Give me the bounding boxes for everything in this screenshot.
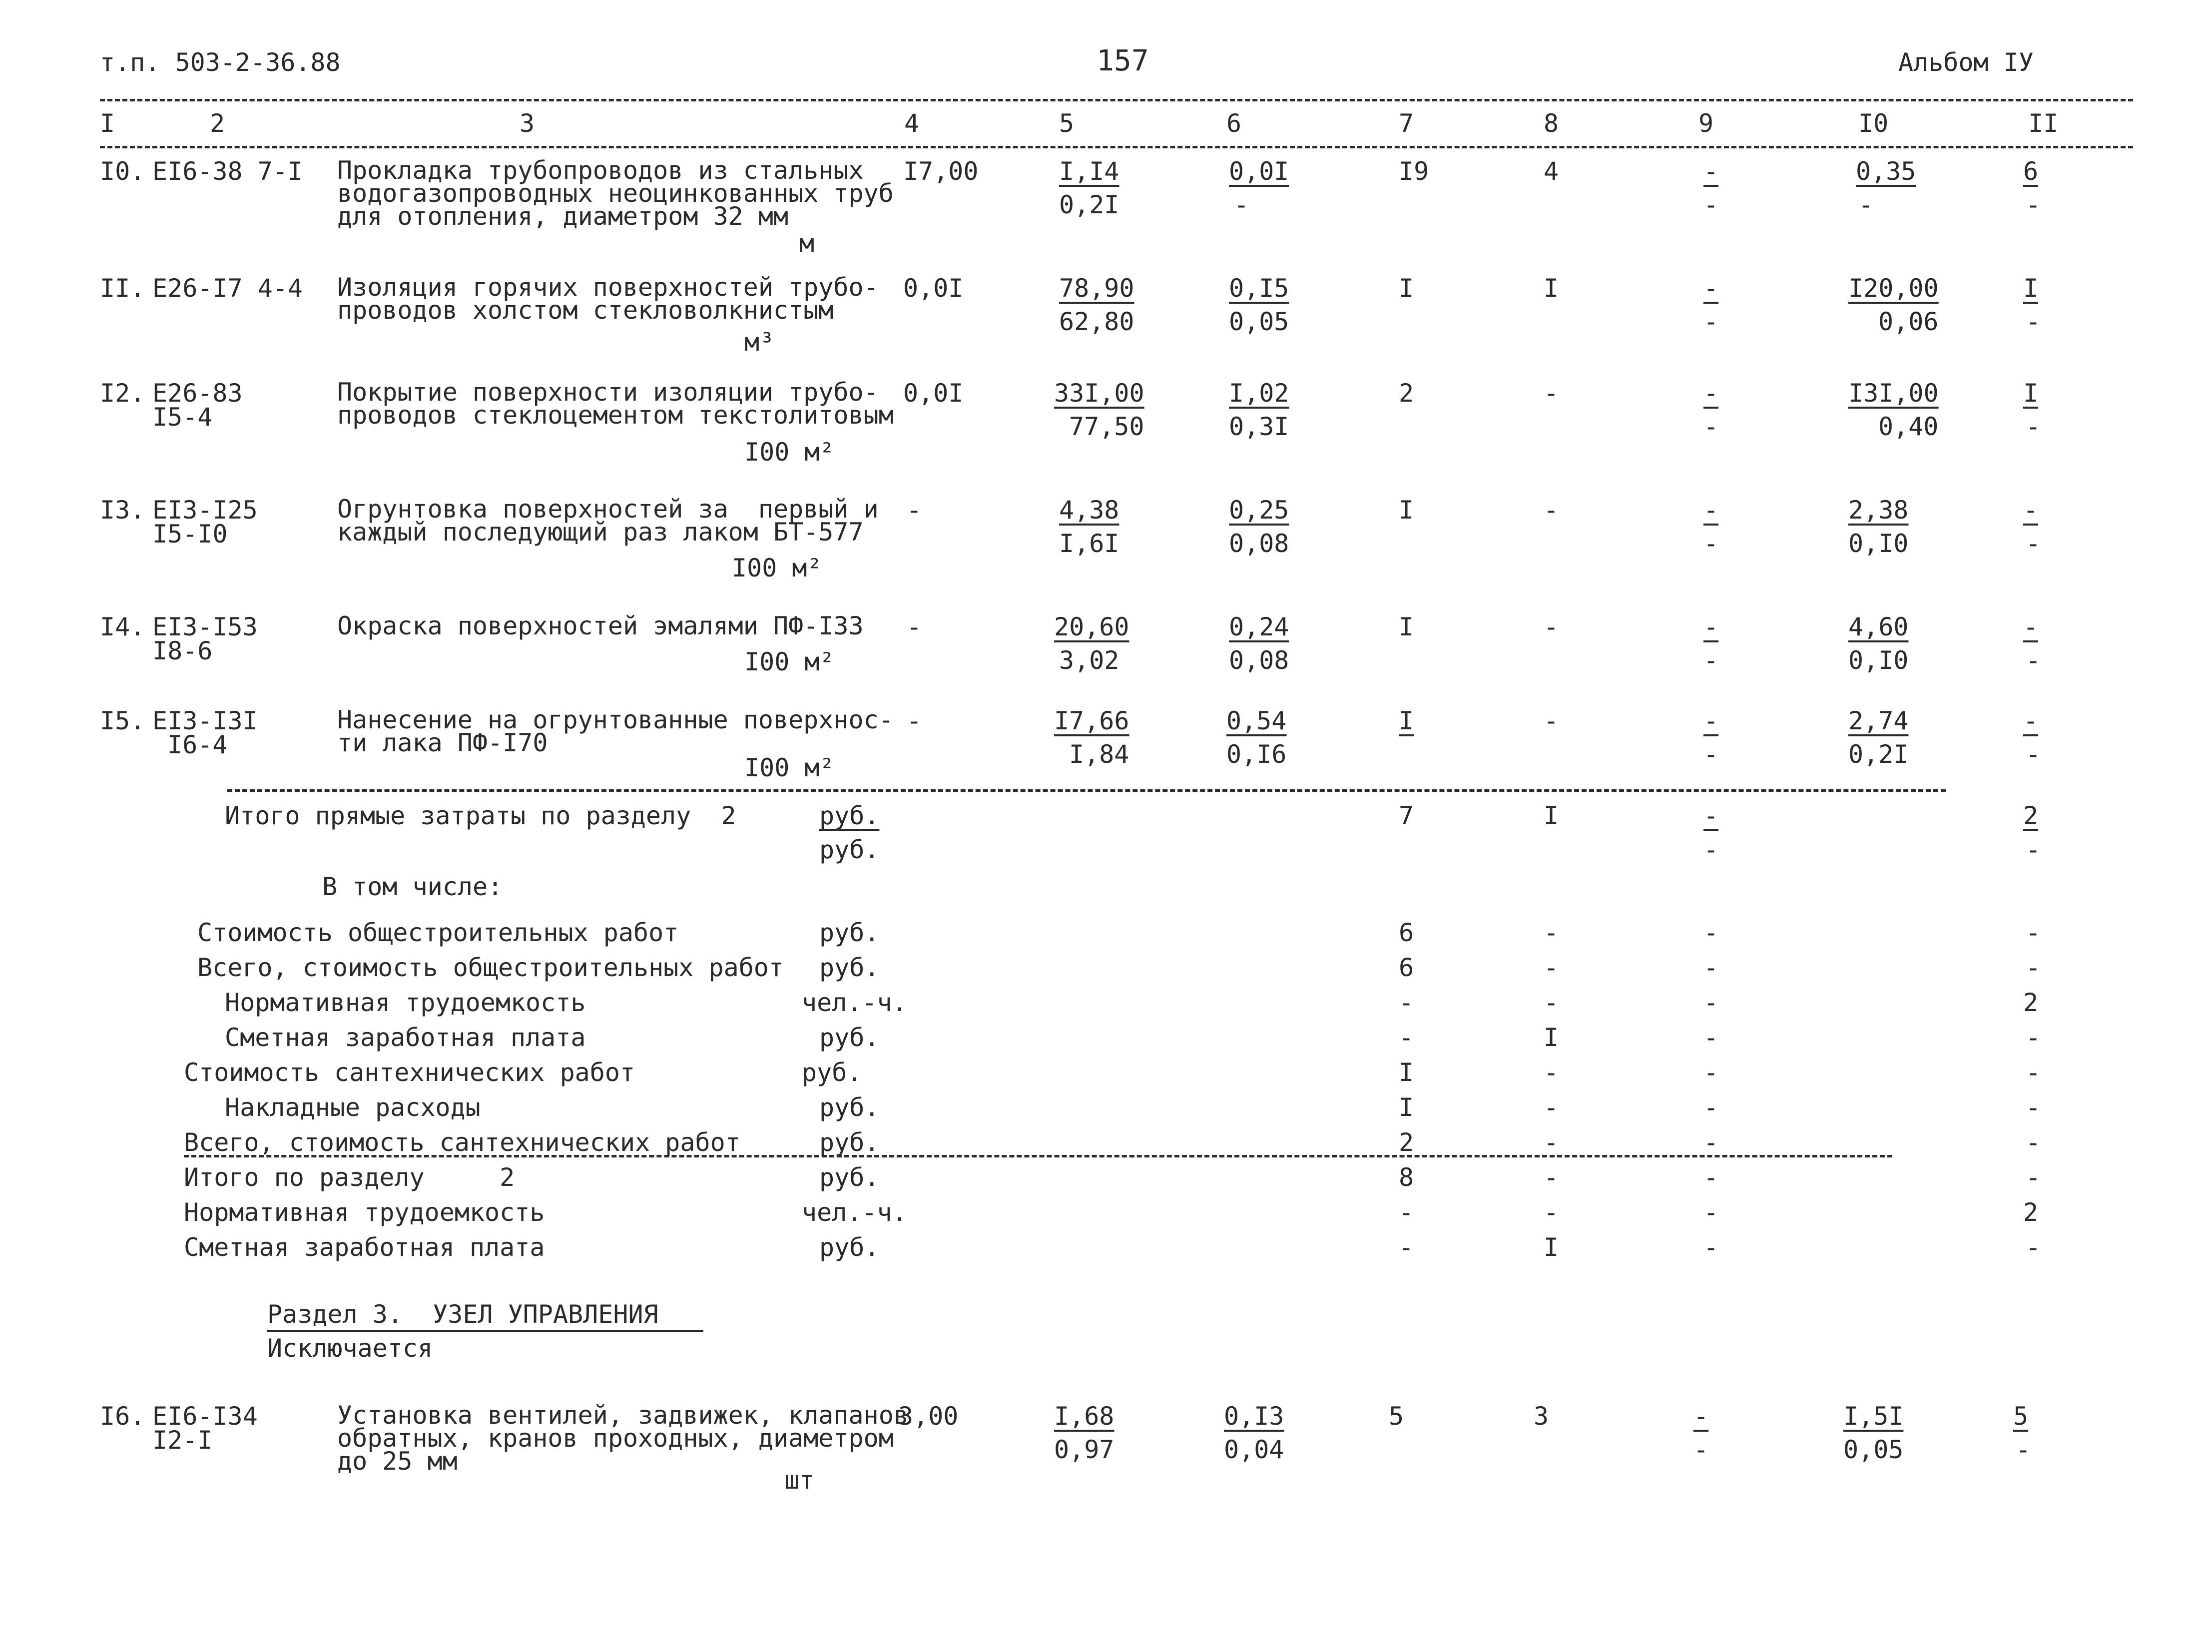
cell-c5-bottom: I,6I	[1059, 529, 1119, 558]
cell-c7: 2	[1399, 379, 1414, 408]
summary-unit: руб.	[819, 1233, 880, 1262]
col-header: 4	[904, 109, 920, 138]
cell-c8: I	[1544, 274, 1559, 303]
cell-c11-bottom: -	[2026, 529, 2041, 558]
cell-c10-bottom: 0,2I	[1848, 740, 1909, 769]
cell-c10-bottom: 0,06	[1878, 307, 1939, 336]
cell-c7: I	[1399, 612, 1414, 641]
cell-c9-top: -	[1703, 379, 1719, 408]
cell-c11-bottom: -	[2026, 740, 2041, 769]
summary-c9: -	[1703, 953, 1719, 982]
row-code: EI6-I34	[152, 1402, 258, 1431]
cell-c9-top: -	[1703, 496, 1719, 525]
summary-c7: -	[1399, 1023, 1414, 1052]
page-number: 157	[1097, 43, 1149, 77]
cell-c4: -	[907, 706, 922, 735]
row-code: EI3-I25	[152, 496, 258, 525]
col-header: I0	[1858, 109, 1889, 138]
row-description: Покрытие поверхности изоляции трубо- проводов стеклоцементом текстолитовым	[337, 378, 894, 430]
cell-c8: 3	[1534, 1402, 1549, 1431]
subtotal-rule	[184, 1155, 1892, 1157]
summary-c7: 6	[1399, 953, 1414, 982]
row-code-2: I6-4	[167, 730, 228, 759]
summary-unit: руб.	[819, 801, 880, 830]
cell-c6-top: 0,24	[1229, 612, 1289, 641]
summary-c11: 2	[2023, 988, 2039, 1017]
row-code: E26-83	[152, 379, 243, 408]
summary-c11: -	[2026, 835, 2041, 864]
summary-unit: руб.	[802, 1058, 862, 1087]
cell-c5-bottom: I,84	[1069, 740, 1129, 769]
row-description: Огрунтовка поверхностей за первый и каждый последующий раз лаком БТ-577	[337, 495, 879, 547]
cell-c6-bottom: 0,05	[1229, 307, 1289, 336]
cell-c9-top: -	[1703, 612, 1719, 641]
row-number: I6.	[100, 1402, 145, 1431]
row-unit: м	[799, 229, 815, 258]
col-header: 5	[1059, 109, 1075, 138]
summary-c9: -	[1703, 1198, 1719, 1227]
cell-c4: 0,0I	[903, 379, 964, 408]
summary-label: Всего, стоимость общестроительных работ	[197, 953, 784, 982]
cell-c4: 0,0I	[903, 274, 964, 303]
cell-c10-top: I20,00	[1848, 274, 1939, 303]
summary-c9: -	[1703, 1163, 1719, 1192]
summary-unit: чел.-ч.	[802, 1198, 907, 1227]
cell-c8: 4	[1544, 157, 1559, 186]
summary-c7: 2	[1399, 1128, 1414, 1157]
cell-c7: I	[1399, 706, 1414, 735]
row-code-2: I5-I0	[152, 520, 228, 549]
row-code: EI3-I53	[152, 612, 258, 641]
cell-c9-bottom: -	[1703, 740, 1719, 769]
row-number: I2.	[100, 379, 145, 408]
cell-c10-bottom: 0,I0	[1848, 529, 1909, 558]
summary-label: Итого по разделу 2	[184, 1163, 515, 1192]
summary-c11: -	[2026, 1093, 2041, 1122]
summary-c11: -	[2026, 1128, 2041, 1157]
cell-c7: I	[1399, 496, 1414, 525]
cell-c9-bottom: -	[1703, 646, 1719, 675]
summary-rule	[227, 789, 1946, 792]
col-header: 8	[1544, 109, 1559, 138]
cell-c11-bottom: -	[2026, 190, 2041, 219]
header-top-rule	[100, 99, 2133, 101]
summary-c8: I	[1544, 1023, 1559, 1052]
col-header: 6	[1226, 109, 1242, 138]
row-code-2: I2-I	[152, 1426, 213, 1455]
cell-c5-top: I7,66	[1054, 706, 1129, 735]
row-description: Нанесение на огрунтованные поверхнос- ти лака ПФ-I70	[337, 705, 894, 757]
cell-c6-top: I,02	[1229, 379, 1289, 408]
cell-c10-top: 0,35	[1856, 157, 1916, 186]
cell-c11-top: -	[2023, 706, 2039, 735]
cell-c8: -	[1544, 379, 1559, 408]
cell-c6-top: 0,25	[1229, 496, 1289, 525]
cell-c11-bottom: -	[2016, 1435, 2031, 1464]
cell-c5-bottom: 0,97	[1054, 1435, 1114, 1464]
row-code-2: I8-6	[152, 636, 213, 665]
cell-c6-bottom: 0,I6	[1226, 740, 1287, 769]
summary-c8: -	[1544, 1128, 1559, 1157]
cell-c5-top: I,68	[1054, 1402, 1114, 1431]
row-code: EI3-I3I	[152, 706, 258, 735]
cell-c8: -	[1544, 612, 1559, 641]
summary-label: Стоимость общестроительных работ	[197, 918, 679, 947]
cell-c11-top: I	[2023, 379, 2039, 408]
row-code-2: I5-4	[152, 403, 213, 432]
cell-c6-bottom: -	[1234, 190, 1249, 219]
summary-unit: руб.	[819, 953, 880, 982]
cell-c11-top: 6	[2023, 157, 2039, 186]
summary-c9: -	[1703, 918, 1719, 947]
summary-label: Всего, стоимость сантехнических работ	[184, 1128, 740, 1157]
summary-c8: -	[1544, 953, 1559, 982]
cell-c4: I7,00	[903, 157, 979, 186]
cell-c9-bottom: -	[1703, 529, 1719, 558]
cell-c9-top: -	[1703, 157, 1719, 186]
cell-c11-top: 5	[2013, 1402, 2029, 1431]
col-header: I	[100, 109, 115, 138]
summary-c9: -	[1703, 1093, 1719, 1122]
cell-c10-top: 2,38	[1848, 496, 1909, 525]
cell-c5-top: I,I4	[1059, 157, 1119, 186]
cell-c7: I9	[1399, 157, 1429, 186]
summary-unit: руб.	[819, 1128, 880, 1157]
summary-c7: I	[1399, 1093, 1414, 1122]
cell-c10-top: I,5I	[1843, 1402, 1904, 1431]
summary-c9: -	[1703, 801, 1719, 830]
row-unit: шт	[784, 1466, 815, 1495]
cell-c9-top: -	[1703, 274, 1719, 303]
cell-c9-bottom: -	[1693, 1435, 1709, 1464]
summary-label: Нормативная трудоемкость	[184, 1198, 545, 1227]
summary-unit: руб.	[819, 1163, 880, 1192]
cell-c10-bottom: -	[1858, 190, 1874, 219]
cell-c9-bottom: -	[1703, 307, 1719, 336]
cell-c6-top: 0,54	[1226, 706, 1287, 735]
row-description: Прокладка трубопроводов из стальных водогазопроводных неоцинкованных труб для отопления, диаметром 32 мм	[337, 156, 894, 231]
summary-unit: руб.	[819, 918, 880, 947]
cell-c4: 3,00	[898, 1402, 959, 1431]
summary-c9: -	[1703, 1058, 1719, 1087]
row-unit: I00 м²	[744, 438, 835, 467]
cell-c10-top: 4,60	[1848, 612, 1909, 641]
summary-c11: 2	[2023, 1198, 2039, 1227]
summary-label: Итого прямые затраты по разделу 2	[225, 801, 736, 830]
summary-c11: -	[2026, 1023, 2041, 1052]
cell-c6-bottom: 0,08	[1229, 646, 1289, 675]
cell-c5-bottom: 77,50	[1069, 412, 1144, 441]
summary-c8: -	[1544, 1163, 1559, 1192]
summary-unit: руб.	[819, 1023, 880, 1052]
album-label: Альбом IУ	[1898, 48, 2034, 77]
row-description: Изоляция горячих поверхностей трубо- проводов холстом стекловолкнистым	[337, 273, 879, 325]
cell-c6-top: 0,I3	[1224, 1402, 1284, 1431]
row-number: I5.	[100, 706, 145, 735]
summary-c7: -	[1399, 1233, 1414, 1262]
summary-c7: 8	[1399, 1163, 1414, 1192]
summary-c11: -	[2026, 1163, 2041, 1192]
summary-c8: -	[1544, 1093, 1559, 1122]
cell-c9-bottom: -	[1703, 412, 1719, 441]
col-header: 7	[1399, 109, 1414, 138]
cell-c5-bottom: 3,02	[1059, 646, 1119, 675]
section-title: Раздел 3. УЗЕЛ УПРАВЛЕНИЯ	[267, 1302, 703, 1332]
summary-c8: I	[1544, 1233, 1559, 1262]
cell-c11-top: -	[2023, 612, 2039, 641]
cell-c4: -	[907, 496, 922, 525]
row-code: E26-I7 4-4	[152, 274, 303, 303]
cell-c5-top: 33I,00	[1054, 379, 1144, 408]
cell-c7: 5	[1389, 1402, 1404, 1431]
summary-unit: чел.-ч.	[802, 988, 907, 1017]
summary-c9: -	[1703, 835, 1719, 864]
cell-c10-top: I3I,00	[1848, 379, 1939, 408]
row-number: II.	[100, 274, 145, 303]
summary-c9: -	[1703, 1128, 1719, 1157]
row-unit: I00 м²	[744, 647, 835, 676]
summary-label: Сметная заработная плата	[184, 1233, 545, 1262]
summary-label: Сметная заработная плата	[225, 1023, 586, 1052]
summary-c11: -	[2026, 1233, 2041, 1262]
cell-c5-top: 4,38	[1059, 496, 1119, 525]
col-header: 9	[1698, 109, 1714, 138]
cell-c10-bottom: 0,05	[1843, 1435, 1904, 1464]
col-header: II	[2028, 109, 2059, 138]
summary-unit: руб.	[819, 1093, 880, 1122]
summary-c9: -	[1703, 1233, 1719, 1262]
row-unit: м³	[744, 328, 775, 357]
summary-unit: руб.	[819, 835, 880, 864]
cell-c8: -	[1544, 496, 1559, 525]
col-header: 3	[520, 109, 535, 138]
cell-c11-top: -	[2023, 496, 2039, 525]
section-note: Исключается	[267, 1334, 433, 1363]
cell-c6-top: 0,0I	[1229, 157, 1289, 186]
summary-c11: 2	[2023, 801, 2039, 830]
summary-c7: -	[1399, 1198, 1414, 1227]
row-unit: I00 м²	[732, 553, 822, 582]
summary-c7: I	[1399, 1058, 1414, 1087]
row-unit: I00 м²	[744, 753, 835, 782]
summary-c7: 6	[1399, 918, 1414, 947]
summary-c11: -	[2026, 1058, 2041, 1087]
summary-label: Стоимость сантехнических работ	[184, 1058, 635, 1087]
summary-c8: -	[1544, 1198, 1559, 1227]
summary-c7: 7	[1399, 801, 1414, 830]
summary-c9: -	[1703, 1023, 1719, 1052]
row-number: I0.	[100, 157, 145, 186]
cell-c9-top: -	[1703, 706, 1719, 735]
summary-label: Накладные расходы	[225, 1093, 481, 1122]
cell-c10-top: 2,74	[1848, 706, 1909, 735]
cell-c11-top: I	[2023, 274, 2039, 303]
summary-c8: -	[1544, 1058, 1559, 1087]
summary-label: Нормативная трудоемкость	[225, 988, 586, 1017]
row-description: Установка вентилей, задвижек, клапанов обратных, кранов проходных, диаметром до 25 мм	[337, 1401, 909, 1476]
summary-c8: I	[1544, 801, 1559, 830]
cell-c5-top: 20,60	[1054, 612, 1129, 641]
cell-c11-bottom: -	[2026, 646, 2041, 675]
cell-c9-top: -	[1693, 1402, 1709, 1431]
summary-c11: -	[2026, 918, 2041, 947]
document-code: т.п. 503-2-36.88	[100, 48, 341, 77]
cell-c11-bottom: -	[2026, 412, 2041, 441]
cell-c10-bottom: 0,I0	[1848, 646, 1909, 675]
cell-c5-bottom: 62,80	[1059, 307, 1134, 336]
cell-c11-bottom: -	[2026, 307, 2041, 336]
cell-c8: -	[1544, 706, 1559, 735]
row-number: I3.	[100, 496, 145, 525]
row-description: Окраска поверхностей эмалями ПФ-I33	[337, 611, 864, 640]
cell-c6-bottom: 0,08	[1229, 529, 1289, 558]
summary-c7: -	[1399, 988, 1414, 1017]
cell-c10-bottom: 0,40	[1878, 412, 1939, 441]
summary-c8: -	[1544, 918, 1559, 947]
header-bottom-rule	[100, 146, 2133, 148]
cell-c6-top: 0,I5	[1229, 274, 1289, 303]
cell-c7: I	[1399, 274, 1414, 303]
summary-c8: -	[1544, 988, 1559, 1017]
cell-c6-bottom: 0,04	[1224, 1435, 1284, 1464]
summary-subheading: В том числе:	[322, 872, 503, 901]
cell-c5-top: 78,90	[1059, 274, 1134, 303]
row-code: EI6-38 7-I	[152, 157, 303, 186]
summary-c11: -	[2026, 953, 2041, 982]
cell-c5-bottom: 0,2I	[1059, 190, 1119, 219]
col-header: 2	[210, 109, 225, 138]
row-number: I4.	[100, 612, 145, 641]
cell-c6-bottom: 0,3I	[1229, 412, 1289, 441]
cell-c4: -	[907, 612, 922, 641]
cell-c9-bottom: -	[1703, 190, 1719, 219]
summary-c9: -	[1703, 988, 1719, 1017]
